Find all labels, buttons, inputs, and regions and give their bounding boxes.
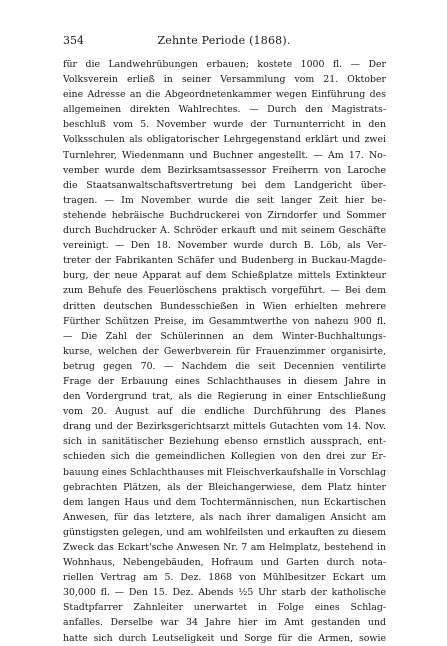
text-line: Volksschulen als obligatorischer Lehrgegenstand erklärt und zwei (63, 134, 386, 146)
body-text (63, 57, 386, 646)
text-line: Wohnhaus, Nebengebäuden, Hofraum und Garten durch nota- (63, 557, 386, 569)
text-line: bauung eines Schlachthauses mit Fleischverkaufshalle in Vorschlag (63, 466, 386, 478)
text-line: Zweck das Eckart'sche Anwesen Nr. 7 am Helmplatz, bestehend in (63, 542, 386, 553)
text-line: Fürther Schützen Preise, im Gesammtwerthe von nahezu 900 fl. (63, 315, 386, 327)
text-line: hatte sich durch Leutseligkeit und Sorge für die Armen, sowie (63, 632, 386, 644)
text-line: eine Adresse an die Abgeordnetenkammer wegen Einführung des (63, 89, 386, 101)
text-line: Frage der Erbauung eines Schlachthauses in diesem Jahre in (63, 375, 386, 387)
text-line: betrug gegen 70. — Nachdem die seit Decennien ventilirte (63, 360, 386, 372)
text-line: dritten deutschen Bundesschießen in Wien erhielten mehrere (63, 300, 386, 312)
text-line: Stadtpfarrer Zahnleiter unerwartet in Folge eines Schlag- (63, 602, 386, 614)
text-line: Volksverein erließ in seiner Versammlung vom 21. Oktober (63, 74, 386, 86)
text-line: tragen. — Im November wurde die seit langer Zeit hier be- (63, 194, 386, 206)
text-line: die Staatsanwaltschaftsvertretung bei dem Landgericht über- (63, 179, 386, 191)
text-line: dem langen Haus und dem Tochtermännischen, nun Eckartischen (63, 496, 386, 508)
text-line: zum Behufe des Feuerlöschens praktisch vorgeführt. — Bei dem (63, 285, 386, 297)
text-line: vember wurde dem Bezirksamtsassessor Freiherrn von Laroche (63, 164, 386, 176)
text-line: Turnlehrer, Wiedenmann und Buchner angestellt. — Am 17. No- (63, 149, 386, 161)
text-line: stehende hebräische Buchdruckerei von Zirndorfer und Sommer (63, 209, 386, 221)
text-line: für die Landwehrübungen erbauen; kostete 1000 fl. — Der (63, 59, 386, 70)
text-line: 30,000 fl. — Den 15. Dez. Abends ½5 Uhr starb der katholische (63, 587, 386, 599)
text-line: vom 20. August auf die endliche Durchführung des Planes (63, 406, 386, 418)
text-line: drang und der Bezirksgerichtsarzt mittels Gutachten vom 14. Nov. (63, 421, 386, 433)
text-line: gebrachten Plätzen, als der Bleichangerwiese, dem Platz hinter (63, 481, 386, 493)
text-line: kurse, welchen der Gewerbverein für Frauenzimmer organisirte, (63, 345, 386, 357)
text-line: treter der Fabrikanten Schäfer und Budenberg in Buckau-Magde- (63, 255, 386, 267)
text-line: günstigsten gelegen, und am wohlfeilsten und erkauften zu diesem (63, 526, 386, 538)
text-line: durch Buchdrucker A. Schröder erkauft und mit seinem Geschäfte (63, 225, 386, 237)
text-line: riellen Vertrag am 5. Dez. 1868 von Mühlbesitzer Eckart um (63, 572, 386, 584)
text-line: burg, der neue Apparat auf dem Schießplatze mittels Extinkteur (63, 270, 386, 282)
text-line: schieden sich die gemeindlichen Kollegien von den drei zur Er- (63, 451, 386, 463)
text-line: sich in sanitätischer Beziehung ebenso ernstlich aussprach, ent- (63, 436, 386, 448)
page-number: 354 (63, 34, 84, 47)
text-line: — Die Zahl der Schülerinnen an dem Winter-Buchhaltungs- (63, 330, 386, 342)
page-header (63, 33, 385, 49)
text-line: beschluß vom 5. November wurde der Turnunterricht in den (63, 119, 386, 131)
text-line: vereinigt. — Den 18. November wurde durch B. Löb, als Ver- (63, 240, 386, 252)
text-line: Anwesen, für das letztere, als nach ihrer damaligen Ansicht am (63, 511, 386, 523)
running-head: Zehnte Periode (1868). (157, 34, 291, 47)
text-line: den Vordergrund trat, als die Regierung in einer Entschließung (63, 391, 386, 403)
text-line: allgemeinen direkten Wahlrechtes. — Durch den Magistrats- (63, 104, 386, 116)
text-line: anfalles. Derselbe war 34 Jahre hier im Amt gestanden und (63, 617, 386, 629)
